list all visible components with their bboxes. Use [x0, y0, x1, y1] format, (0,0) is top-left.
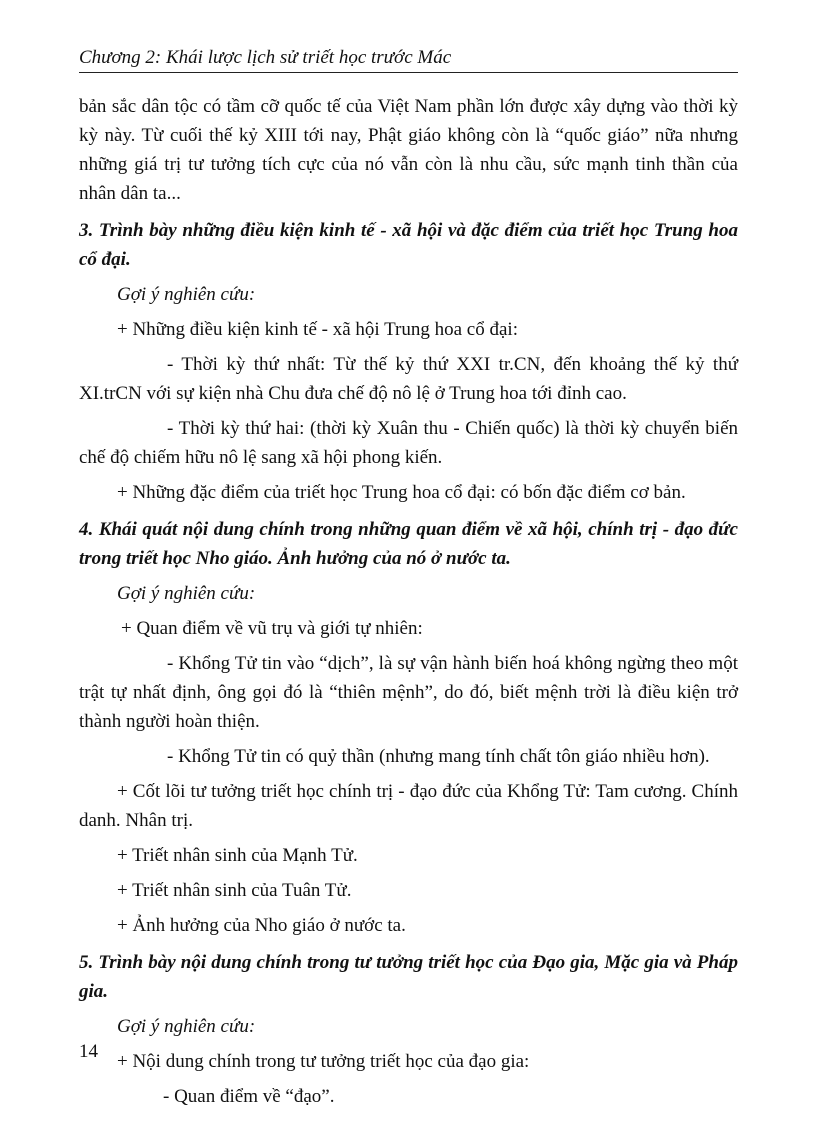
running-header: Chương 2: Khái lược lịch sử triết học trước Mác: [79, 46, 738, 73]
bullet-item: + Nội dung chính trong tư tưởng triết học của đạo gia:: [117, 1051, 530, 1072]
bullet-item: + Những đặc điểm của triết học Trung hoa cổ đại: có bốn đặc điểm cơ bản.: [117, 482, 686, 503]
question-3-heading: 3. Trình bày những điều kiện kinh tế - xã hội và đặc điểm của triết học Trung hoa cổ đại.: [79, 220, 738, 270]
dash-item: - Khổng Tử tin có quỷ thần (nhưng mang tính chất tôn giáo nhiều hơn).: [167, 746, 710, 767]
question-5-heading: 5. Trình bày nội dung chính trong tư tưởng triết học của Đạo gia, Mặc gia và Pháp gia.: [79, 952, 738, 1002]
study-hint-label: Gợi ý nghiên cứu:: [117, 1016, 256, 1037]
paragraph-continuation: bản sắc dân tộc có tầm cỡ quốc tế của Việt Nam phần lớn được xây dựng vào thời kỳ kỳ này. Từ cuối thế kỷ XIII tới nay, Phật giáo không còn là “quốc giáo” nữa nhưng những giá trị tư tưởng tích cực của nó vẫn còn là nhu cầu, sức mạnh tinh thần của nhân dân ta...: [79, 96, 738, 204]
bullet-item: + Ảnh hưởng của Nho giáo ở nước ta.: [117, 915, 406, 936]
dash-item: - Khổng Tử tin vào “dịch”, là sự vận hành biến hoá không ngừng theo một trật tự nhất định, ông gọi đó là “thiên mệnh”, do đó, biết mệnh trời là điều kiện trở thành người hoàn thiện.: [79, 653, 738, 732]
bullet-item: + Quan điểm về vũ trụ và giới tự nhiên:: [121, 618, 423, 639]
bullet-item: + Triết nhân sinh của Tuân Tử.: [117, 880, 352, 901]
page-body: [79, 92, 738, 1111]
bullet-item: + Cốt lõi tư tưởng triết học chính trị - đạo đức của Khổng Tử: Tam cương. Chính danh. Nhân trị.: [79, 781, 738, 831]
bullet-item: + Những điều kiện kinh tế - xã hội Trung hoa cổ đại:: [117, 319, 518, 340]
bullet-item: + Triết nhân sinh của Mạnh Tử.: [117, 845, 358, 866]
dash-item: - Thời kỳ thứ nhất: Từ thế kỷ thứ XXI tr.CN, đến khoảng thế kỷ thứ XI.trCN với sự kiện nhà Chu đưa chế độ nô lệ ở Trung hoa tới đỉnh cao.: [79, 354, 738, 404]
dash-item: - Quan điểm về “đạo”.: [163, 1086, 335, 1107]
study-hint-label: Gợi ý nghiên cứu:: [117, 284, 256, 305]
dash-item: - Thời kỳ thứ hai: (thời kỳ Xuân thu - Chiến quốc) là thời kỳ chuyển biến chế độ chiếm hữu nô lệ sang xã hội phong kiến.: [79, 418, 738, 468]
question-4-heading: 4. Khái quát nội dung chính trong những quan điểm về xã hội, chính trị - đạo đức trong triết học Nho giáo. Ảnh hưởng của nó ở nước ta.: [79, 519, 738, 569]
page-number: 14: [79, 1041, 98, 1062]
study-hint-label: Gợi ý nghiên cứu:: [117, 583, 256, 604]
